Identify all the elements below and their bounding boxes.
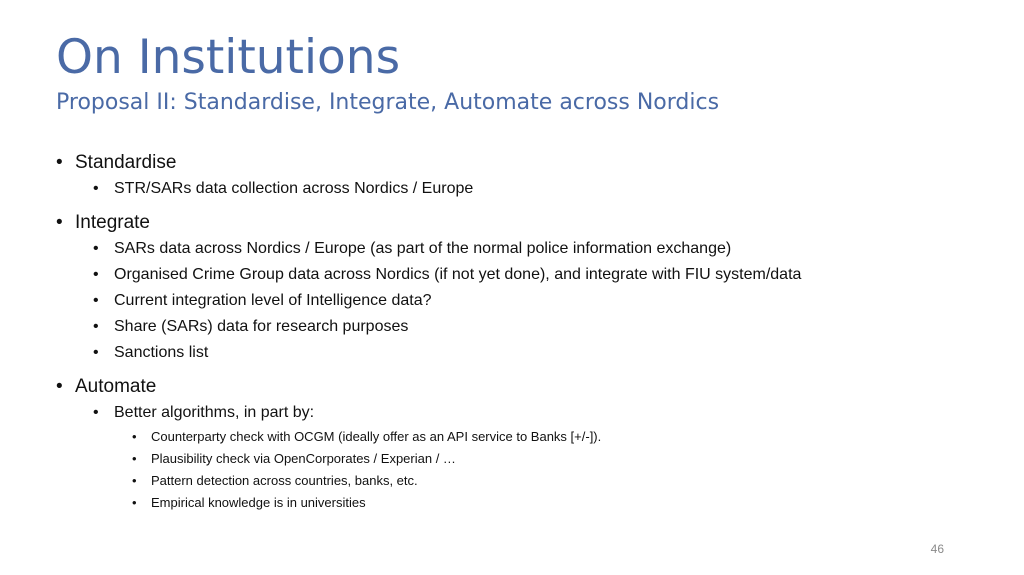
bullet-text: Automate <box>75 376 157 397</box>
sub-bullet-list <box>93 236 986 366</box>
sub-sub-bullet-text: Counterparty check with OCGM (ideally offer as an API service to Banks [+/-]). <box>151 429 602 444</box>
sub-sub-bullet <box>132 492 986 514</box>
bullet-automate <box>56 374 986 514</box>
sub-bullet <box>93 314 986 340</box>
sub-bullet-text: Sanctions list <box>114 344 209 361</box>
sub-bullet <box>93 262 986 288</box>
bullet-integrate <box>56 210 986 366</box>
sub-sub-bullet-text: Empirical knowledge is in universities <box>151 495 366 510</box>
sub-bullet <box>93 400 986 514</box>
sub-bullet <box>93 176 986 202</box>
sub-sub-bullet-list <box>132 426 986 514</box>
slide-subtitle: Proposal II: Standardise, Integrate, Automate across Nordics <box>56 90 720 115</box>
sub-bullet-list <box>93 400 986 514</box>
sub-sub-bullet-text: Pattern detection across countries, banks, etc. <box>151 473 418 488</box>
sub-bullet-text: Current integration level of Intelligence data? <box>114 292 432 309</box>
sub-bullet-list <box>93 176 986 202</box>
bullet-text: Integrate <box>75 212 150 233</box>
sub-bullet-text: Better algorithms, in part by: <box>114 404 315 421</box>
sub-sub-bullet <box>132 470 986 492</box>
sub-sub-bullet <box>132 426 986 448</box>
bullet-list <box>56 150 986 514</box>
slide-title: On Institutions <box>56 30 401 85</box>
sub-bullet <box>93 236 986 262</box>
sub-bullet <box>93 288 986 314</box>
sub-bullet-text: STR/SARs data collection across Nordics / Europe <box>114 180 474 197</box>
sub-bullet-text: Share (SARs) data for research purposes <box>114 318 409 335</box>
sub-sub-bullet-text: Plausibility check via OpenCorporates / Experian / … <box>151 451 456 466</box>
bullet-standardise <box>56 150 986 202</box>
sub-bullet <box>93 340 986 366</box>
bullet-content <box>56 150 986 514</box>
sub-bullet-text: SARs data across Nordics / Europe (as part of the normal police information exchange) <box>114 240 732 257</box>
bullet-text: Standardise <box>75 152 177 173</box>
sub-bullet-text: Organised Crime Group data across Nordics (if not yet done), and integrate with FIU system/data <box>114 266 802 283</box>
page-number: 46 <box>930 542 944 556</box>
sub-sub-bullet <box>132 448 986 470</box>
